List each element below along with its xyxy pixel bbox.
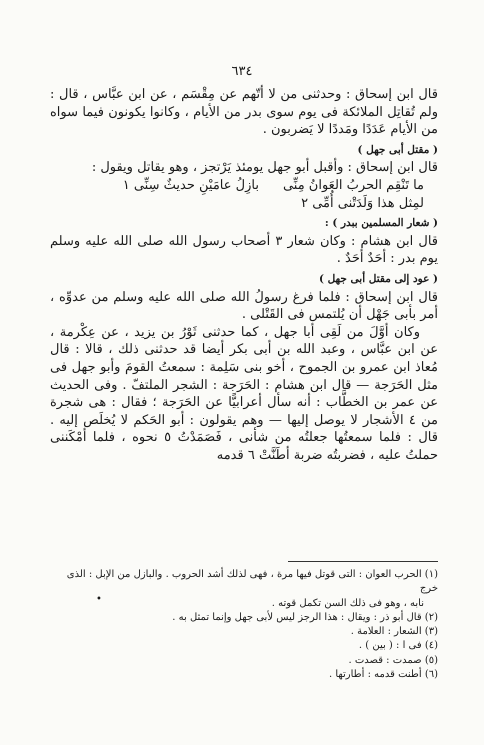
footnote: (٦) أطنت قدمه : أطارتها . [329, 669, 438, 681]
footnote: (١) الحرب العوان : التى قوتل فيها مرة ، فهى لذلك أشد الحروب . والبازل من الإبل : الذى خرج [66, 569, 438, 595]
margin-mark: • [96, 594, 102, 605]
footnote: (٢) قال أبو ذر : ويقال : هذا الرجز ليس لأبى جهل وإنما تمثل به . [172, 611, 438, 623]
paragraph: وكان أوَّلَ من لَقِى أبا جهل ، كما حدثنى ثَوْرُ بن يزيد ، عن عِكْرمة ، عن ابن عبَّاس ، وعبد الله بن أبى بكر أيضا قد حدثنى ذلك ، قالا : قال مُعاذ ابن عمرو بن الجموح ، أخو بنى سَلِمة : سمعتُ القومَ وأبو جهل فى مثل الحَرَجة — قال ابن هشام : الحَرَجة : الشجر الملتفّ . وفى الحديث عن عمر بن الخطَّاب : أنه سأل أعرابيًّا عن الحَرَجة ؛ فقال : هى شجرة من ٤ الأشجار لا يوصل إليها — وهم يقولون : أبو الحَكم لا يُخلَص إليه . قال : فلما سمعتُها جعلتُه من شأنى ، فَصَمَدْتُ ٥ نحوه ، فلما أمْكَننى حملتُ عليه ، فضربتُه ضربة أطَنَّتْ ٦ قدمه [50, 324, 438, 463]
footnote: (٣) الشعار : العلامة . [350, 626, 438, 638]
verse-line [50, 195, 438, 213]
page-number: ٦٣٤ [231, 64, 253, 79]
paragraph: قال ابن هشام : وكان شعار ٣ أصحاب رسول الله صلى الله عليه وسلم يوم بدر : أحَدٌ أحَدٌ . [50, 233, 438, 267]
footnote: (٥) صمدت : قصدت . [348, 654, 438, 666]
section-heading: ( عود إلى مقتل أبى جهل ) [318, 272, 438, 285]
verse-hemistich: لمِثل هذا وَلَدَتْنى أُمِّى ٢ [301, 195, 424, 211]
section-heading: ( شعار المسلمين ببدر ) : [324, 217, 438, 230]
footnote: (٤) فى ا : ( بين ) . [358, 640, 438, 652]
verse-line [50, 177, 438, 195]
footnote-continuation: نابه ، وهو فى ذلك السن تكمل قوته . [271, 597, 424, 609]
paragraph: قال ابن إسحاق : وأقبل أبو جهل يومئذ يَرْتجز ، وهو يقاتل ويقول : [91, 160, 438, 176]
section-heading: ( مقتل أبى جهل ) [357, 143, 438, 156]
verse-hemistich: بازِلُ عامَيْنِ حديثٌ سِنِّى ١ [122, 177, 259, 193]
main-text [50, 86, 438, 464]
footnotes [54, 568, 438, 682]
paragraph: قال ابن إسحاق : فلما فرغ رسولُ الله صلى الله عليه وسلم من عدوِّه ، أمر بأبى جَهْل أن يُلتمس فى القَتْلى . [50, 289, 438, 323]
verse-hemistich: ما تَنْقِم الحربُ العَوانُ مِنِّى [282, 177, 424, 193]
footnote-divider [288, 561, 438, 562]
paragraph: قال ابن إسحاق : وحدثنى من لا أتّهم عن مِقْسَم ، عن ابن عبَّاس ، قال : ولم تُقاتِل الملائكة فى يوم سوى بدر من الأيام ، وكانوا يكونون فيما سواه من الأيام عَدَدًا ومَددًا لا يَضربون . [50, 87, 438, 138]
